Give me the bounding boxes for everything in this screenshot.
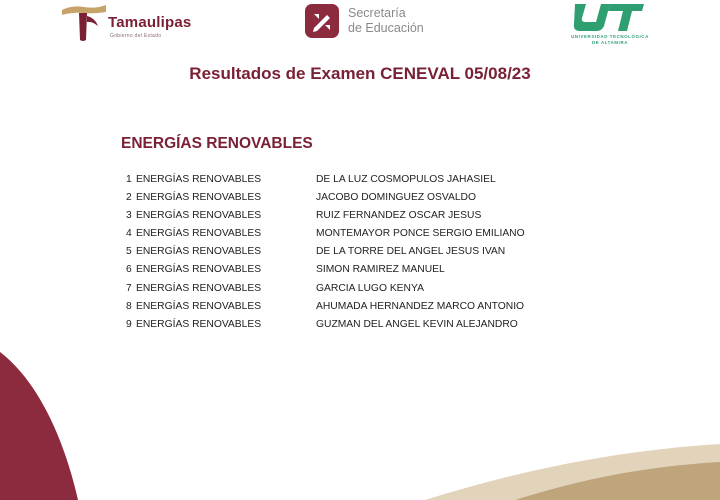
ut-line1: UNIVERSIDAD TECNOLÓGICA	[571, 34, 649, 39]
program-name: ENERGÍAS RENOVABLES	[136, 210, 262, 222]
ut-logo-icon	[572, 0, 646, 32]
sep-pencil-badge-icon	[305, 4, 339, 38]
row-number: 9	[126, 318, 132, 330]
row-number: 3	[126, 210, 132, 222]
student-name: AHUMADA HERNANDEZ MARCO ANTONIO	[316, 300, 525, 312]
program-name: ENERGÍAS RENOVABLES	[136, 264, 262, 276]
list-item	[126, 243, 606, 261]
light-gold-wave	[425, 444, 720, 500]
sep-line2: de Educación	[348, 21, 424, 35]
row-number: 1	[126, 174, 132, 185]
program-name: ENERGÍAS RENOVABLES	[136, 174, 262, 185]
student-name: JACOBO DOMINGUEZ OSVALDO	[316, 192, 477, 204]
tamaulipas-tagline: Gobierno del Estado	[110, 33, 162, 39]
row-number: 5	[126, 246, 132, 258]
student-name: DE LA TORRE DEL ANGEL JESUS IVAN	[316, 246, 506, 258]
tamaulipas-logo-icon	[62, 2, 106, 42]
list-item	[126, 171, 606, 189]
maroon-wave-left	[0, 352, 78, 500]
list-item	[126, 225, 606, 243]
tamaulipas-logo	[62, 2, 192, 42]
row-number: 2	[126, 192, 132, 204]
list-item	[126, 298, 606, 316]
student-name: MONTEMAYOR PONCE SERGIO EMILIANO	[316, 228, 525, 240]
gold-wave	[515, 462, 720, 500]
student-name: GARCIA LUGO KENYA	[316, 282, 424, 294]
student-name: GUZMAN DEL ANGEL KEVIN ALEJANDRO	[316, 318, 518, 330]
ut-line2: DE ALTAMIRA	[591, 40, 629, 45]
results-list	[126, 171, 606, 334]
sep-line1: Secretaría	[348, 6, 406, 20]
list-item	[126, 280, 606, 298]
list-item	[126, 316, 606, 334]
row-number: 6	[126, 264, 132, 276]
tamaulipas-name: Tamaulipas	[108, 14, 192, 31]
program-name: ENERGÍAS RENOVABLES	[136, 300, 262, 312]
list-item	[126, 261, 606, 279]
document-title: Resultados de Examen CENEVAL 05/08/23	[189, 64, 531, 83]
list-item	[126, 207, 606, 225]
program-name: ENERGÍAS RENOVABLES	[136, 246, 262, 258]
list-item	[126, 189, 606, 207]
row-number: 4	[126, 228, 132, 240]
sep-logo	[305, 4, 445, 40]
program-name: ENERGÍAS RENOVABLES	[136, 228, 262, 240]
student-name: SIMON RAMIREZ MANUEL	[316, 264, 445, 276]
ut-altamira-logo	[568, 0, 652, 48]
row-number: 8	[126, 300, 132, 312]
program-name: ENERGÍAS RENOVABLES	[136, 282, 262, 294]
row-number: 7	[126, 282, 132, 294]
student-name: DE LA LUZ COSMOPULOS JAHASIEL	[316, 174, 496, 185]
program-name: ENERGÍAS RENOVABLES	[136, 192, 262, 204]
student-name: RUIZ FERNANDEZ OSCAR JESUS	[316, 210, 482, 222]
program-name: ENERGÍAS RENOVABLES	[136, 318, 262, 330]
section-title: ENERGÍAS RENOVABLES	[121, 135, 313, 152]
